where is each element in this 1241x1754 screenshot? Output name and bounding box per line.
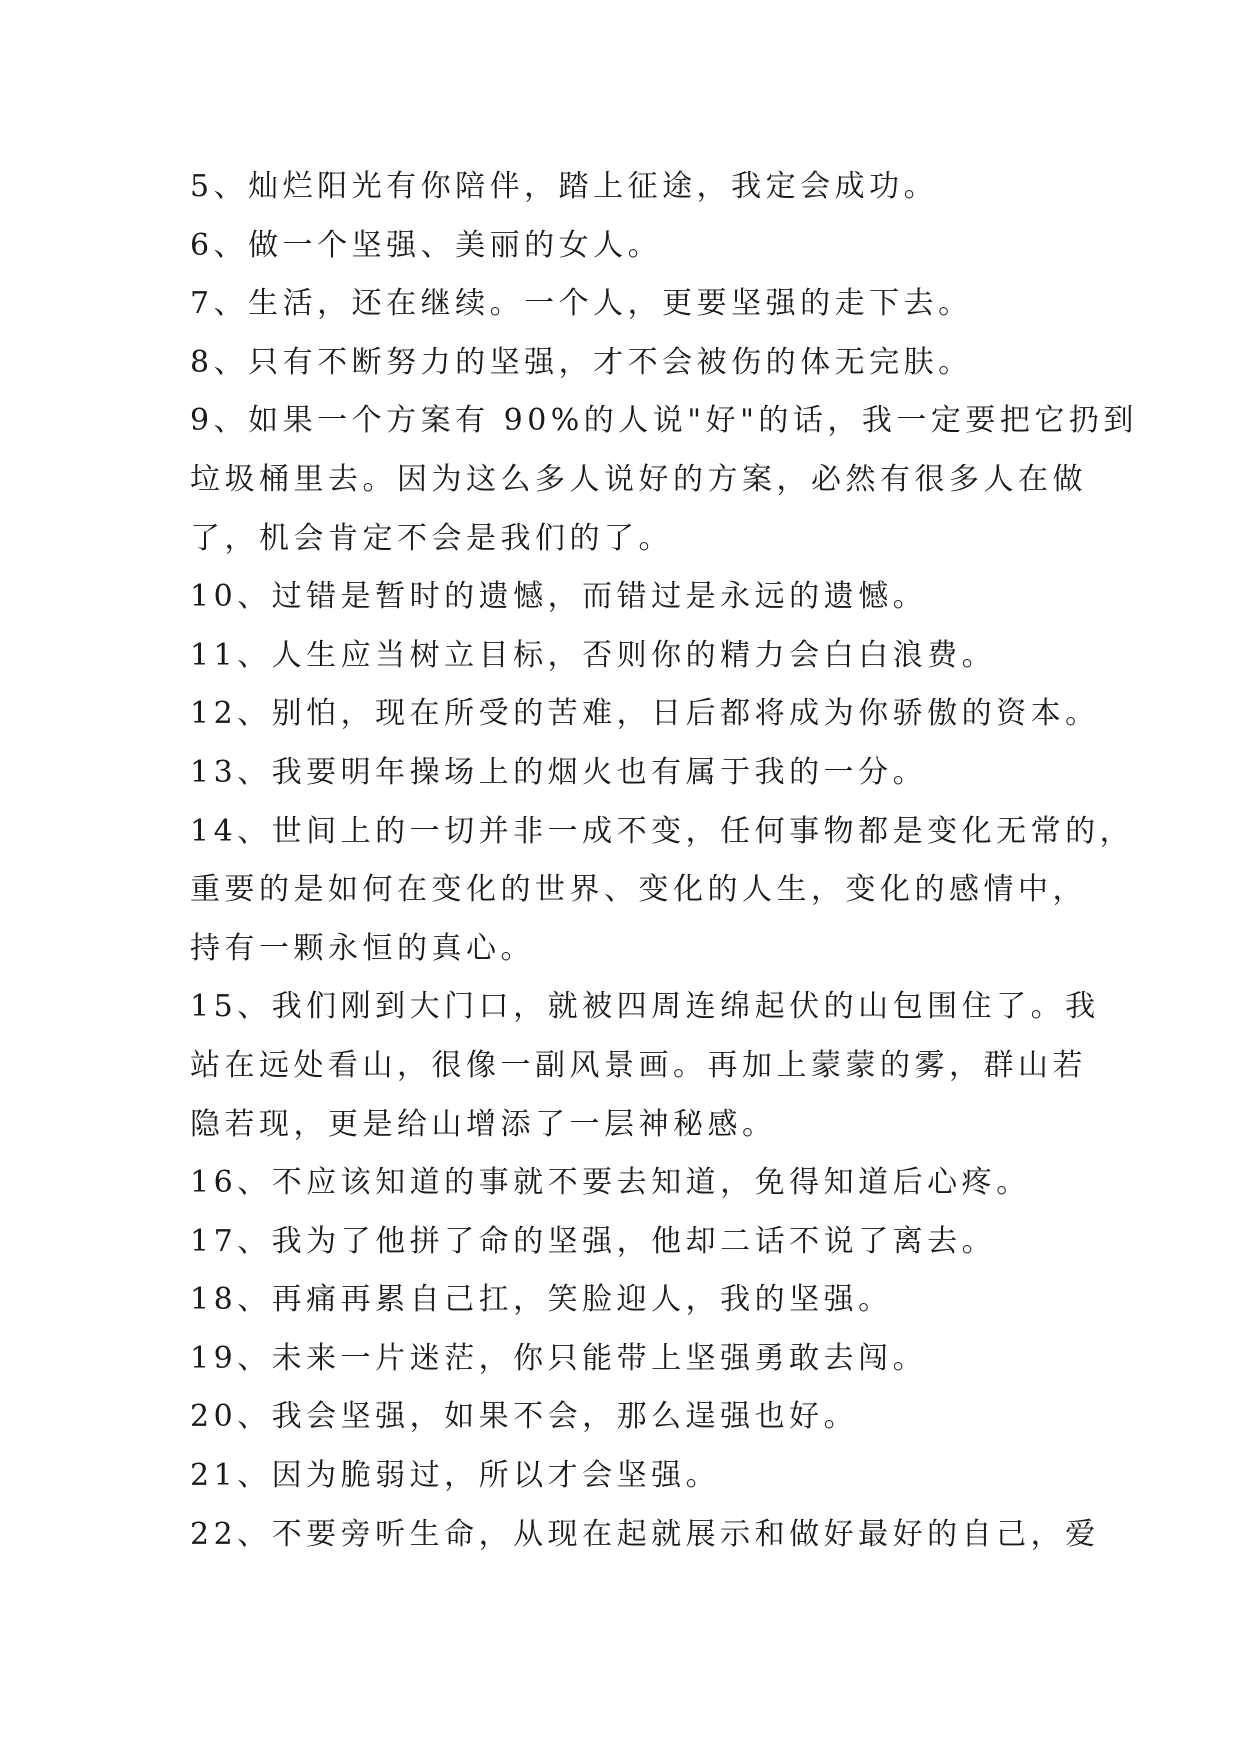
text-line: 14、世间上的一切并非一成不变，任何事物都是变化无常的，	[190, 813, 1135, 849]
text-line: 12、别怕，现在所受的苦难，日后都将成为你骄傲的资本。	[190, 696, 1100, 732]
text-line: 16、不应该知道的事就不要去知道，免得知道后心疼。	[190, 1165, 1031, 1201]
text-line: 站在远处看山，很像一副风景画。再加上蒙蒙的雾，群山若	[190, 1047, 1087, 1083]
text-line: 21、因为脆弱过，所以才会坚强。	[190, 1458, 721, 1494]
text-line: 11、人生应当树立目标，否则你的精力会白白浪费。	[190, 637, 997, 673]
text-line: 垃圾桶里去。因为这么多人说好的方案，必然有很多人在做	[190, 461, 1087, 497]
text-line: 了，机会肯定不会是我们的了。	[190, 520, 673, 556]
text-line: 13、我要明年操场上的烟火也有属于我的一分。	[190, 754, 928, 790]
text-line: 重要的是如何在变化的世界、变化的人生，变化的感情中，	[190, 872, 1087, 908]
text-line: 隐若现，更是给山增添了一层神秘感。	[190, 1106, 777, 1142]
text-line: 6、做一个坚强、美丽的女人。	[190, 227, 663, 263]
document-body	[190, 158, 1138, 1564]
text-line: 9、如果一个方案有 90%的人说"好"的话，我一定要把它扔到	[190, 403, 1138, 439]
text-line: 持有一颗永恒的真心。	[190, 930, 535, 966]
text-line: 5、灿烂阳光有你陪伴，踏上征途，我定会成功。	[190, 169, 939, 204]
text-line: 22、不要旁听生命，从现在起就展示和做好最好的自己，爱	[190, 1516, 1100, 1552]
text-line: 10、过错是暂时的遗憾，而错过是永远的遗憾。	[190, 579, 928, 615]
text-line: 18、再痛再累自己扛，笑脸迎人，我的坚强。	[190, 1282, 893, 1318]
text-line: 20、我会坚强，如果不会，那么逞强也好。	[190, 1399, 859, 1435]
text-line: 7、生活，还在继续。一个人，更要坚强的走下去。	[190, 286, 973, 322]
text-line: 17、我为了他拼了命的坚强，他却二话不说了离去。	[190, 1223, 997, 1259]
text-line: 19、未来一片迷茫，你只能带上坚强勇敢去闯。	[190, 1340, 928, 1376]
text-line: 8、只有不断努力的坚强，才不会被伤的体无完肤。	[190, 344, 973, 380]
text-line: 15、我们刚到大门口，就被四周连绵起伏的山包围住了。我	[190, 989, 1100, 1025]
